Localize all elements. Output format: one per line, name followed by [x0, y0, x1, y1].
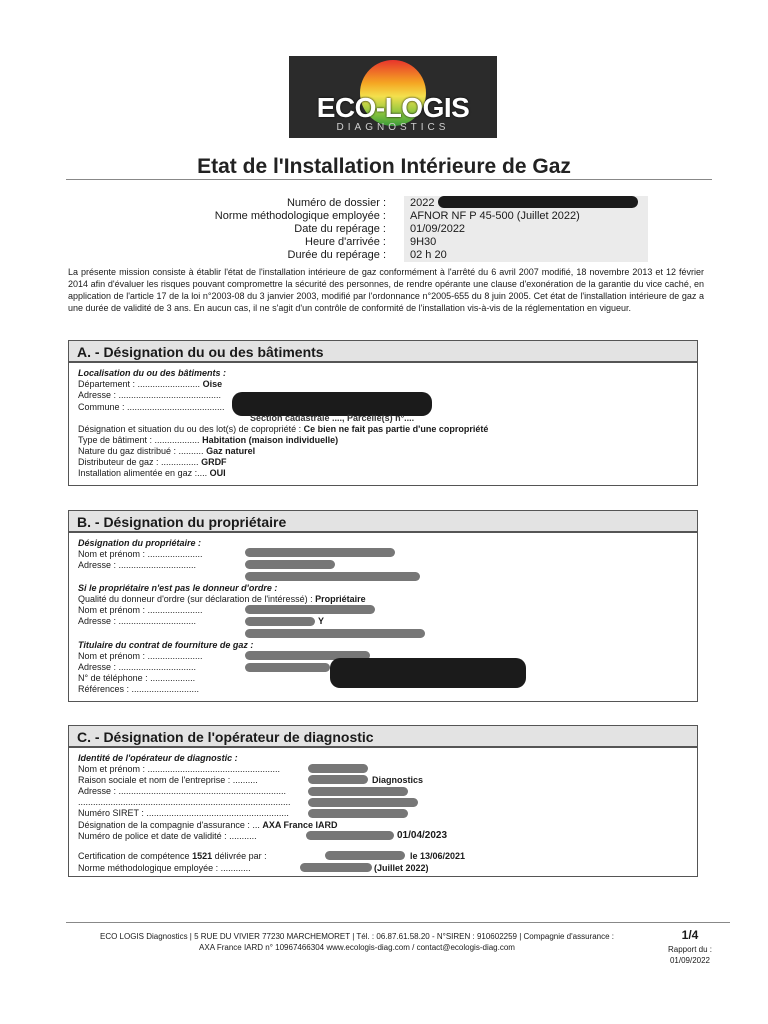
field-label: Département : .........................	[78, 379, 201, 389]
field-operator-address-2: .....................................................................................	[78, 797, 291, 807]
meta-value-date: 01/09/2022	[410, 223, 466, 235]
field-value: Propriétaire	[315, 594, 366, 604]
redaction-block	[245, 629, 425, 638]
field-operator-address: Adresse : ...................................................................	[78, 786, 287, 796]
field-value: Oise	[202, 379, 223, 389]
logo-subtitle: DIAGNOSTICS	[336, 122, 450, 133]
field-installation	[78, 468, 226, 478]
section-b-subtitle-owner: Désignation du propriétaire :	[78, 538, 202, 548]
field-label: Désignation et situation du ou des lot(s) de copropriété :	[78, 424, 302, 434]
field-donneur-name: Nom et prénom : ......................	[78, 605, 203, 615]
field-adresse	[78, 390, 221, 400]
redaction-block	[245, 617, 315, 626]
field-certification	[78, 851, 267, 861]
intro-paragraph: La présente mission consiste à établir l'état de l'installation intérieure de gaz conformément à l'arrêté du 6 avril 2007 modifié, 18 novembre 2013 et 12 février 2014 afin d'évaluer les risques pouvant compromettre la sécurité des personnes, de rendre opérante une clause d'exonération de la garantie du vice caché, en application de l'article 17 de la loi n°2003-08 du 3 janvier 2003, modifié par l'ordonnance n°2005-655 du 8 juin 2005. Cet état de l'installation intérieure de gaz a une durée de validité de 3 ans. En aucun cas, il ne s'agit d'un contrôle de conformité de l'installation vis-à-vis de la réglementation en vigueur.	[68, 267, 704, 313]
meta-label-date: Date du repérage :	[294, 223, 386, 235]
redaction-block	[325, 851, 405, 860]
field-nature-gaz	[78, 446, 255, 456]
cert-date: le 13/06/2021	[410, 851, 466, 861]
redaction-block	[300, 863, 372, 872]
eco-logis-logo	[289, 56, 497, 138]
field-references: Références : ...........................	[78, 684, 200, 694]
redaction-block	[330, 658, 526, 688]
redaction-block	[438, 196, 638, 208]
section-cadastrale: Section cadastrale ...., Parcelle(s) n°....	[250, 413, 415, 423]
operator-norme-value: (Juillet 2022)	[374, 863, 429, 873]
footer-divider	[66, 922, 730, 923]
meta-value-heure: 9H30	[410, 236, 437, 248]
redaction-block	[306, 831, 394, 840]
redaction-block	[245, 605, 375, 614]
footer-contact-line: AXA France IARD n° 10967466304 www.ecologis-diag.com / contact@ecologis-diag.com	[199, 943, 515, 952]
rapport-date: 01/09/2022	[669, 956, 711, 965]
section-c-header: C. - Désignation de l'opérateur de diagnostic	[68, 725, 698, 747]
field-operator-norme: Norme méthodologique employée : ............	[78, 863, 251, 873]
field-owner-address: Adresse : ...............................	[78, 560, 197, 570]
redaction-block	[308, 809, 408, 818]
section-b-header: B. - Désignation du propriétaire	[68, 510, 698, 532]
field-siret: Numéro SIRET : .........................................................	[78, 808, 289, 818]
cert-mid: délivrée par :	[214, 851, 267, 861]
section-a-subtitle: Localisation du ou des bâtiments :	[78, 368, 227, 378]
meta-label-norme: Norme méthodologique employée :	[214, 210, 386, 222]
meta-label-dossier: Numéro de dossier :	[286, 197, 386, 209]
field-label: Installation alimentée en gaz :....	[78, 468, 208, 478]
rapport-label: Rapport du :	[667, 945, 713, 954]
redaction-block	[245, 663, 330, 672]
field-assurance	[78, 820, 338, 830]
field-copropriete	[78, 424, 488, 434]
redaction-block	[308, 775, 368, 784]
meta-value-norme: AFNOR NF P 45-500 (Juillet 2022)	[410, 210, 580, 222]
address-fragment: Y	[318, 616, 325, 626]
section-b-subtitle-donneur: Si le propriétaire n'est pas le donneur d'ordre :	[78, 583, 278, 593]
document-title: Etat de l'Installation Intérieure de Gaz	[197, 155, 571, 178]
field-raison-sociale	[78, 775, 258, 785]
cert-label: Certification de compétence	[78, 851, 190, 861]
field-titulaire-address: Adresse : ...............................	[78, 662, 197, 672]
footer-company-line: ECO LOGIS Diagnostics | 5 RUE DU VIVIER 77230 MARCHEMORET | Tél. : 06.87.61.58.20 - N°SIREN : 910602259 | Compagnie d'assurance :	[99, 932, 614, 941]
field-operator-name: Nom et prénom : .....................................................	[78, 764, 281, 774]
redaction-block	[308, 787, 408, 796]
raison-sociale-value: Diagnostics	[372, 775, 424, 785]
cert-number: 1521	[192, 851, 213, 861]
redaction-block	[308, 798, 418, 807]
field-value: OUI	[209, 468, 226, 478]
meta-value-dossier: 2022	[410, 197, 435, 209]
field-value: Gaz naturel	[206, 446, 256, 456]
field-value: GRDF	[201, 457, 227, 467]
section-a-header: A. - Désignation du ou des bâtiments	[68, 340, 698, 362]
field-owner-name: Nom et prénom : ......................	[78, 549, 203, 559]
redaction-block	[245, 548, 395, 557]
meta-label-heure: Heure d'arrivée :	[305, 236, 386, 248]
page-number: 1/4	[681, 928, 699, 942]
section-b-subtitle-titulaire: Titulaire du contrat de fourniture de gaz :	[78, 640, 254, 650]
field-qualite	[78, 594, 366, 604]
field-donneur-address: Adresse : ...............................	[78, 616, 197, 626]
meta-value-duree: 02 h 20	[410, 249, 447, 261]
redaction-block	[245, 572, 420, 581]
field-label: Type de bâtiment : ..................	[78, 435, 200, 445]
field-telephone: N° de téléphone : ..................	[78, 673, 196, 683]
meta-label-duree: Durée du repérage :	[287, 249, 386, 261]
logo-brand: ECO-LOGIS	[316, 92, 470, 123]
field-departement	[78, 379, 222, 389]
title-divider	[66, 179, 712, 180]
field-label: Qualité du donneur d'ordre (sur déclaration de l'intéressé) :	[78, 594, 313, 604]
field-label: Adresse : .........................................	[78, 390, 222, 400]
redaction-block	[245, 560, 335, 569]
field-value: Ce bien ne fait pas partie d'une copropriété	[303, 424, 489, 434]
field-label: Désignation de la compagnie d'assurance : ...	[78, 820, 260, 830]
field-distributeur	[78, 457, 227, 467]
field-value: AXA France IARD	[262, 820, 338, 830]
field-commune	[78, 402, 225, 412]
field-value: Habitation (maison individuelle)	[202, 435, 339, 445]
redaction-block	[308, 764, 368, 773]
field-label: Nature du gaz distribué : ..........	[78, 446, 204, 456]
field-type-batiment	[78, 435, 338, 445]
field-label: Raison sociale et nom de l'entreprise : ..........	[78, 775, 258, 785]
police-date: 01/04/2023	[397, 830, 448, 841]
field-police: Numéro de police et date de validité : ...........	[78, 831, 257, 841]
field-label: Commune : .......................................	[78, 402, 225, 412]
section-c-subtitle: Identité de l'opérateur de diagnostic :	[78, 753, 238, 763]
field-titulaire-name: Nom et prénom : ......................	[78, 651, 203, 661]
field-label: Distributeur de gaz : ...............	[78, 457, 199, 467]
